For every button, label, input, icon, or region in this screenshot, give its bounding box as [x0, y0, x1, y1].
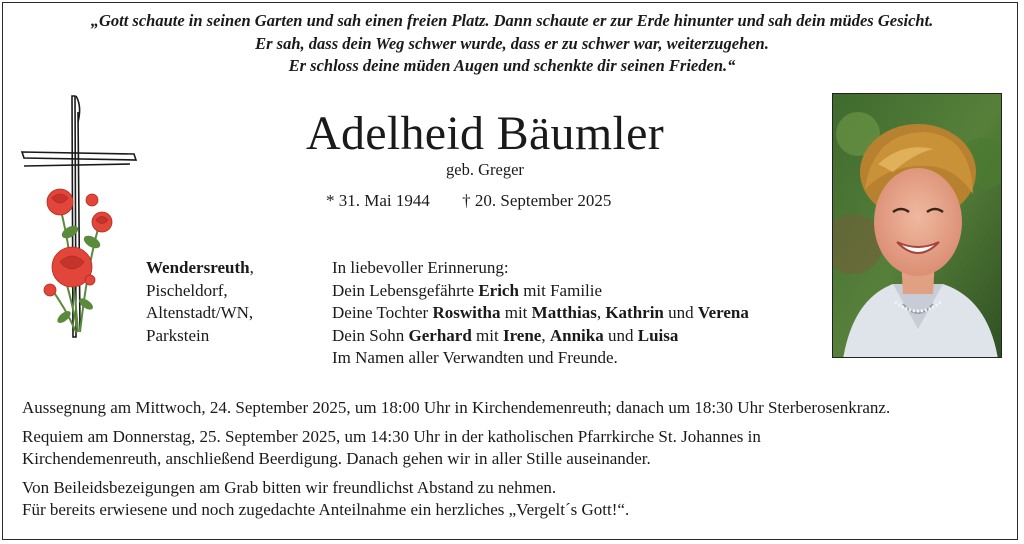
life-dates: [326, 191, 611, 211]
places-list: [146, 257, 254, 347]
birth-date: * 31. Mai 1944: [326, 191, 430, 210]
thanks-text: Für bereits erwiesene und noch zugedachte Anteilnahme ein herzliches „Vergelt´s Gott!“.: [22, 500, 630, 519]
mourners-intro: In liebevoller Erinnerung:: [332, 258, 509, 277]
mourners-closing: Im Namen aller Verwandten und Freunde.: [332, 348, 618, 367]
quote-line-3: Er schloss deine müden Augen und schenkte dir seinen Frieden.“: [288, 56, 736, 75]
quote-line-1: „Gott schaute in seinen Garten und sah einen freien Platz. Dann schaute er zur Erde hinunter und sah dein müdes Gesicht.: [90, 11, 934, 30]
portrait-photo: [832, 93, 1002, 358]
quote-line-2: Er sah, dass dein Weg schwer wurde, dass er zu schwer war, weiterzugehen.: [255, 33, 769, 53]
condolences-text: Von Beileidsbezeigungen am Grab bitten wir freundlichst Abstand zu nehmen.: [22, 477, 557, 497]
mourner-row-partner: Dein Lebensgefährte Erich mit Familie: [332, 280, 603, 300]
place-4: Parkstein: [146, 325, 210, 345]
deceased-name: Adelheid Bäumler: [305, 107, 665, 160]
aussegnung-text: Aussegnung am Mittwoch, 24. September 2025, um 18:00 Uhr in Kirchendemenreuth; danach um 18:30 Uhr Sterberosenkranz.: [22, 398, 891, 417]
requiem-text-1: Requiem am Donnerstag, 25. September 2025, um 14:30 Uhr in der katholischen Pfarrkirche St. Johannes in: [22, 426, 761, 446]
cross-with-roses-icon: [20, 92, 140, 342]
poem-quote: [0, 10, 1024, 78]
mourner-row-son: Dein Sohn Gerhard mit Irene, Annika und Luisa: [332, 325, 679, 345]
mourners-list: [332, 257, 749, 370]
place-main: Wendersreuth,: [146, 258, 254, 277]
maiden-name: geb. Greger: [446, 160, 524, 179]
place-2: Pischeldorf,: [146, 280, 228, 300]
service-info: [22, 397, 1012, 522]
requiem-text-2: Kirchendemenreuth, anschließend Beerdigung. Danach gehen wir in aller Stille auseinander.: [22, 449, 651, 468]
portrait-illustration: [833, 94, 1002, 358]
death-date: † 20. September 2025: [462, 191, 612, 210]
place-3: Altenstadt/WN,: [146, 303, 254, 322]
mourner-row-daughter: Deine Tochter Roswitha mit Matthias, Kathrin und Verena: [332, 303, 749, 322]
